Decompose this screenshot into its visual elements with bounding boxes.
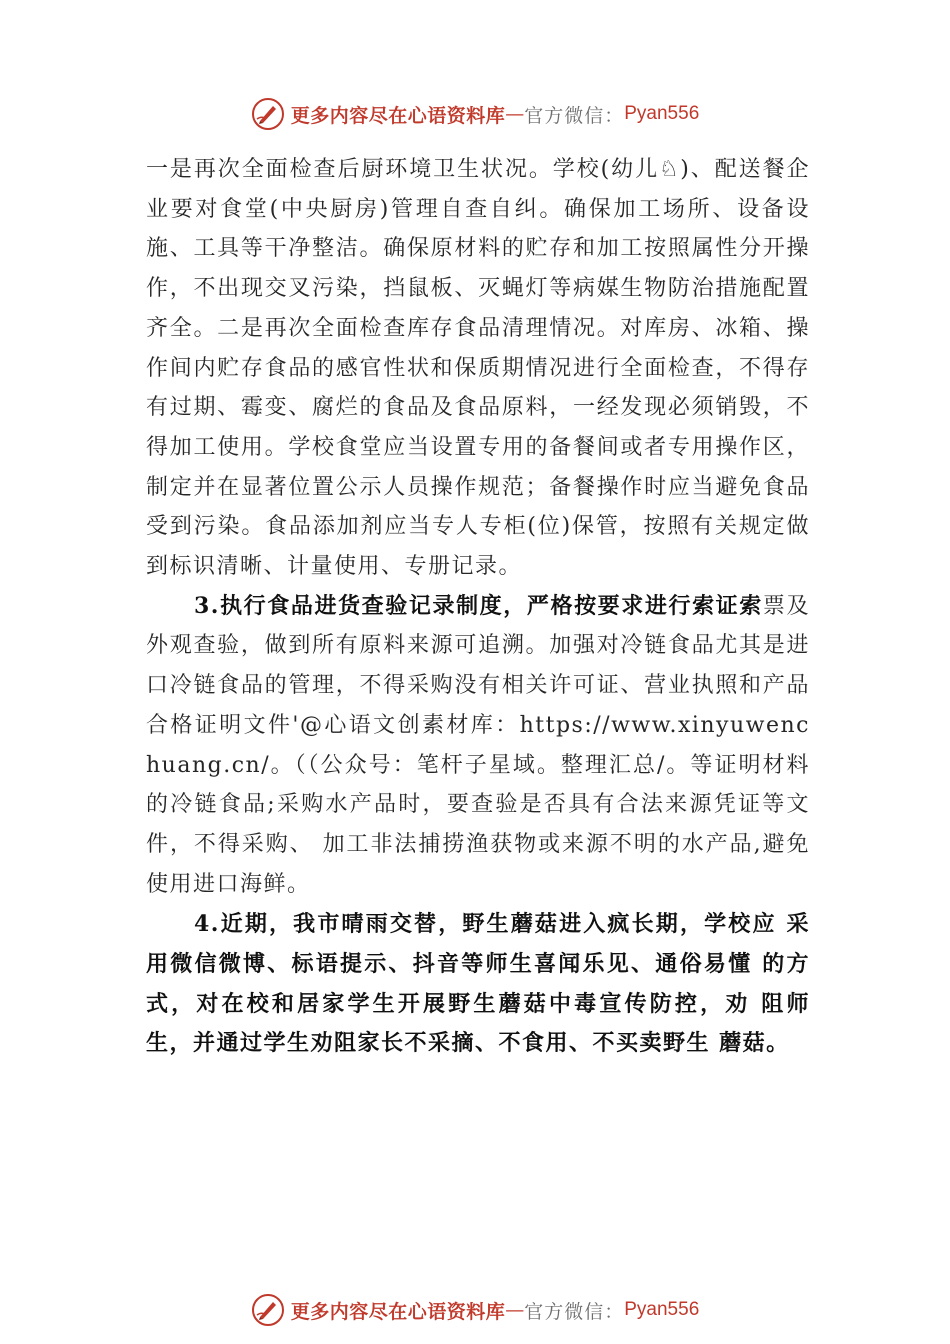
banner-wechat-label: 官方微信： bbox=[524, 104, 625, 127]
paragraph-food-purchase-inspection bbox=[146, 587, 810, 905]
footer-banner bbox=[0, 1290, 950, 1330]
paragraph-body-3: 票及外观查验，做到所有原料来源可追溯。加强对冷链食品尤其是进口冷链食品的管理，不得采购没有相关许可证、营业执照和产品合格证明文件'@心语文创素材库：https://www.xinyuwenchuang.cn/。（（公众号：笔杆子星域。整理汇总/。等证明材料的冷链食品;采购水产品时，要查验是否具有合法来源凭证等文件，不得采购、 加工非法捕捞渔获物或来源不明的水产品,避免使用进口海鲜。 bbox=[146, 593, 810, 897]
banner-wechat-label: 官方微信： bbox=[524, 1300, 625, 1323]
pen-logo-icon bbox=[251, 97, 285, 131]
paragraph-kitchen-inspection: 一是再次全面检查后厨环境卫生状况。学校(幼儿♘)、配送餐企业要对食堂(中央厨房)管理自查自纠。确保加工场所、设备设施、工具等干净整洁。确保原材料的贮存和加工按照属性分开操作，不出现交叉污染，挡鼠板、灭蝇灯等病媒生物防治措施配置齐全。二是再次全面检查库存食品清理情况。对库房、冰箱、操作间内贮存食品的感官性状和保质期情况进行全面检查，不得存有过期、霉变、腐烂的食品及食品原料，一经发现必须销毁，不得加工使用。学校食堂应当设置专用的备餐间或者专用操作区，制定并在显著位置公示人员操作规范；备餐操作时应当避免食品受到污染。食品添加剂应当专人专柜(位)保管，按照有关规定做到标识清晰、计量使用、专册记录。 bbox=[146, 157, 810, 580]
pen-logo-icon bbox=[251, 1293, 285, 1327]
paragraph-wild-mushroom-warning: 4.近期，我市晴雨交替，野生蘑菇进入疯长期，学校应 采用微信微博、标语提示、抖音等师生喜闻乐见、通俗易懂 的方式，对在校和居家学生开展野生蘑菇中毒宣传防控，劝 阻师生，并通过学生劝阻家长不采摘、不食用、不买卖野生 蘑菇。 bbox=[146, 911, 810, 1057]
document-body bbox=[146, 150, 810, 1064]
banner-wechat-id: Pyan556 bbox=[624, 103, 700, 124]
banner-title: 更多内容尽在心语资料库 bbox=[290, 104, 506, 127]
banner-title: 更多内容尽在心语资料库 bbox=[290, 1300, 506, 1323]
paragraph-heading-3: 3.执行食品进货查验记录制度，严格按要求进行索证索 bbox=[194, 592, 763, 619]
banner-dash: — bbox=[505, 103, 525, 125]
header-banner bbox=[0, 94, 950, 134]
banner-wechat-id: Pyan556 bbox=[624, 1299, 700, 1320]
banner-dash: — bbox=[505, 1299, 525, 1321]
